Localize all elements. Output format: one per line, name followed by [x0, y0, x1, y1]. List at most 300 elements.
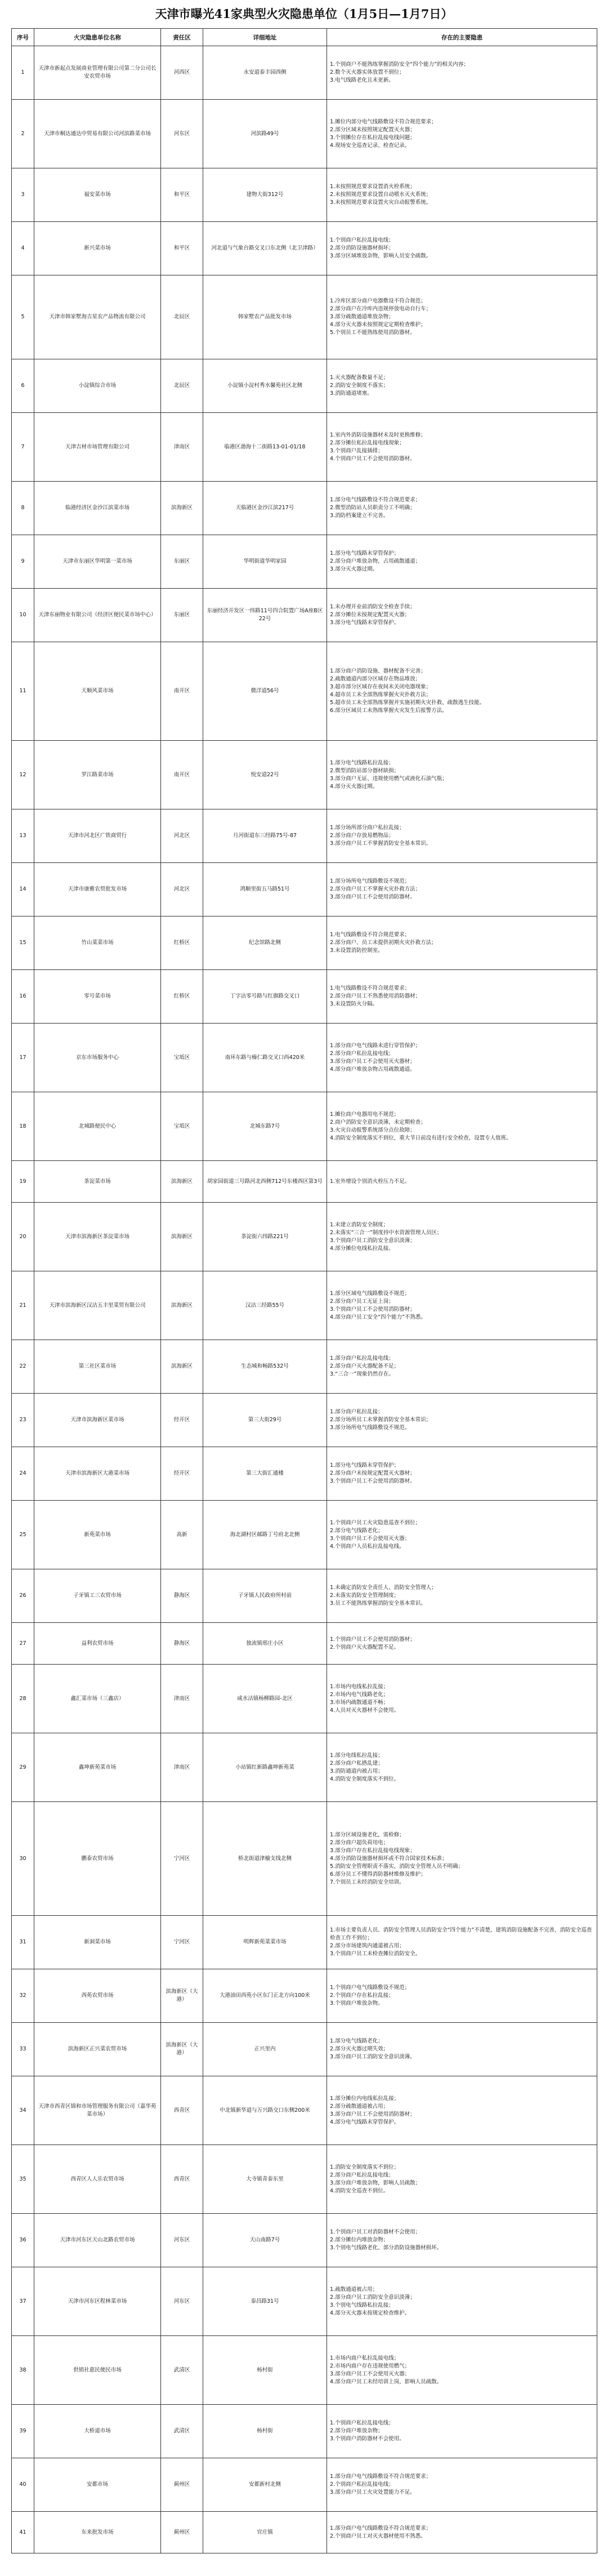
cell-unit-name: 大桥道市场 — [34, 2405, 161, 2458]
cell-address: 茶淀街六纬路221号 — [203, 1203, 327, 1271]
cell-district: 河西区 — [161, 46, 203, 100]
cell-issues — [327, 1623, 597, 1665]
issue-item: 2.部分消防设施器材损坏； — [330, 245, 394, 251]
issue-item: 3.个别电气线路私拉乱接； — [330, 2302, 394, 2308]
cell-address: 第三大街汇通楼 — [203, 1447, 327, 1501]
cell-unit-name: 小淀镇综合市场 — [34, 359, 161, 413]
issue-item: 1.个别商户员工火灾隐患巡查不到位； — [330, 1519, 421, 1526]
issue-item: 1.未按照规范要求设置消火栓系统； — [330, 184, 415, 190]
cell-index: 6 — [12, 359, 34, 413]
cell-address: 月河街道东三经路75号-87 — [203, 809, 327, 863]
cell-address: 官庄镇 — [203, 2512, 327, 2553]
cell-unit-name: 供销社惠民便民市场 — [34, 2336, 161, 2405]
cell-district: 武清区 — [161, 2336, 203, 2405]
cell-issues — [327, 1340, 597, 1394]
table-row — [12, 222, 597, 275]
cell-index: 32 — [12, 1969, 34, 2023]
issue-item: 2.消防安全制度不落实； — [330, 382, 389, 389]
table-row — [12, 2076, 597, 2145]
cell-index: 25 — [12, 1501, 34, 1569]
cell-issues — [327, 741, 597, 809]
cell-district: 红桥区 — [161, 970, 203, 1024]
issue-item: 3.电气线路老化且未更新。 — [330, 77, 394, 83]
cell-address: 泰昌路31号 — [203, 2267, 327, 2336]
issue-item: 1.个别商户私拉乱接电线； — [330, 2420, 394, 2426]
cell-issues — [327, 100, 597, 168]
table-row — [12, 1623, 597, 1665]
cell-index: 13 — [12, 809, 34, 863]
cell-issues — [327, 1203, 597, 1271]
cell-address: 丁字沽零号路与红旗路交叉口 — [203, 970, 327, 1024]
issue-item: 2.个别商户员工对灭火器材使用不熟悉。 — [330, 2533, 426, 2539]
issue-item: 3.未设置防火分隔。 — [330, 1001, 378, 1007]
cell-issues — [327, 1271, 597, 1340]
issue-item: 4.消防安全制度落实不到位。 — [330, 1776, 400, 1782]
cell-district: 静海区 — [161, 1569, 203, 1623]
issue-item: 2.部分商户员工无证上岗； — [330, 1298, 394, 1305]
cell-address: 悦安道22号 — [203, 741, 327, 809]
cell-district: 和平区 — [161, 222, 203, 275]
issue-item: 3.部分灭火器过期。 — [330, 566, 378, 572]
issue-item: 7.个别员工未经消防安全培训。 — [330, 1879, 405, 1885]
issue-item: 3.部分疏散通道堆放杂物； — [330, 314, 394, 320]
table-row — [12, 2267, 597, 2336]
issue-item: 1.市场内电线私拉乱接； — [330, 1683, 389, 1690]
issue-item: 1.部分电气线路未穿管保护； — [330, 1462, 400, 1469]
cell-issues — [327, 2214, 597, 2267]
issue-item: 3.部分场所电气线路敷设不规范。 — [330, 1425, 410, 1431]
issue-item: 2.疏散通道内部分区域存在物品堆放； — [330, 676, 421, 682]
issue-item: 1.冷库区部分商户电器敷设不符合规范； — [330, 298, 426, 304]
cell-index: 36 — [12, 2214, 34, 2267]
issue-item: 1.个别商户员工对消防器材不会使用； — [330, 2229, 421, 2235]
cell-unit-name: 临港经济区金沙江滨菜市场 — [34, 482, 161, 535]
issue-item: 2.部分商户堆放杂物； — [330, 2428, 383, 2434]
issue-item: 2.部分摊位内堆放杂物； — [330, 2237, 389, 2243]
cell-issues — [327, 1394, 597, 1447]
cell-address: 纪念馆路北侧 — [203, 916, 327, 970]
cell-index: 37 — [12, 2267, 34, 2336]
cell-unit-name: 福安菜市场 — [34, 168, 161, 222]
issue-item: 3.消防档案建立不完善。 — [330, 513, 389, 519]
issue-item: 4.部分灭火器过期。 — [330, 783, 378, 790]
table-row — [12, 1665, 597, 1733]
issue-item: 1.个别商户私拉乱接电线； — [330, 237, 394, 243]
issue-item: 3.消防通道内被占用； — [330, 1768, 383, 1774]
cell-index: 7 — [12, 413, 34, 482]
cell-address: 小站镇红新路鑫坤新苑菜 — [203, 1733, 327, 1802]
cell-issues — [327, 2267, 597, 2336]
issue-item: 1.部分场所部分商户私拉乱接； — [330, 825, 405, 831]
cell-index: 35 — [12, 2145, 34, 2214]
cell-issues — [327, 916, 597, 970]
cell-address: 杨村街 — [203, 2405, 327, 2458]
cell-issues — [327, 535, 597, 589]
cell-unit-name: 茶淀菜市场 — [34, 1161, 161, 1203]
issue-item: 1.灭火器配备数量不足； — [330, 375, 389, 381]
issue-item: 1.消防安全制度落实不到位； — [330, 2164, 400, 2170]
cell-unit-name: 东来批发市场 — [34, 2512, 161, 2553]
cell-index: 34 — [12, 2076, 34, 2145]
issue-item: 2.部分商户员工不熟悉使用消防器材； — [330, 993, 421, 999]
issue-item: 4.部分商户员工安全“四个能力”不熟悉。 — [330, 1314, 426, 1320]
issue-item: 1.市场主要负责人员、消防安全管理人员消防安全“四个能力”不清楚，建筑消防设施配备不完善，消防安全巡查检查工作不到位； — [330, 1927, 592, 1941]
cell-district: 蓟州区 — [161, 2458, 203, 2512]
table-row — [12, 2405, 597, 2458]
cell-unit-name: 天津市河东区天山北路农贸市场 — [34, 2214, 161, 2267]
cell-district: 河东区 — [161, 2214, 203, 2267]
cell-district: 西青区 — [161, 2076, 203, 2145]
issue-item: 4.部分摊位电线私拉乱接。 — [330, 1245, 394, 1252]
cell-index: 41 — [12, 2512, 34, 2553]
issue-item: 2.商户消防安全意识淡薄，未定期检查； — [330, 1119, 426, 1125]
table-row — [12, 2512, 597, 2553]
hazard-table — [11, 28, 597, 2553]
header-issues: 存在的主要隐患 — [327, 29, 597, 46]
cell-issues — [327, 1969, 597, 2023]
cell-issues — [327, 2512, 597, 2553]
cell-address: 正兴里内 — [203, 2023, 327, 2076]
cell-index: 40 — [12, 2458, 34, 2512]
cell-issues — [327, 2336, 597, 2405]
cell-district: 滨海新区 — [161, 1340, 203, 1394]
issue-item: 4.消防安全巡查不到位。 — [330, 2187, 389, 2194]
issue-item: 3.部分商户员工不会使用灭火器材； — [330, 1058, 415, 1065]
cell-district: 滨海新区 — [161, 482, 203, 535]
cell-index: 4 — [12, 222, 34, 275]
cell-unit-name: 天津市河东区程林菜市场 — [34, 2267, 161, 2336]
cell-address: 胡家园街道三号路河北西侧712号东楼西区第3号 — [203, 1161, 327, 1203]
issue-item: 3.部分商户员工不会使用消防器材。 — [330, 894, 415, 900]
issue-item: 2.个别商户灭火器配置不足。 — [330, 1644, 400, 1650]
cell-district: 红桥区 — [161, 916, 203, 970]
issue-item: 3.部分商户员工火灾处置能力不足。 — [330, 2489, 415, 2495]
issue-item: 1.部分电线私拉乱接； — [330, 1752, 383, 1759]
cell-district: 宁河区 — [161, 1802, 203, 1916]
cell-unit-name: 天津市滨海新区菜市场 — [34, 1394, 161, 1447]
cell-unit-name: 天津市康雅农贸批发市场 — [34, 863, 161, 916]
issue-item: 2.部分商户、员工未提供初期火灾扑救方法； — [330, 940, 437, 946]
cell-unit-name: 天顺风菜市场 — [34, 642, 161, 741]
issue-item: 2.微型消防站人员职责分工不明确； — [330, 505, 415, 511]
cell-unit-name: 天津市滨海新区茶淀菜市场 — [34, 1203, 161, 1271]
table-row — [12, 2145, 597, 2214]
cell-address: 北城东路7号 — [203, 1092, 327, 1161]
cell-district: 河北区 — [161, 863, 203, 916]
cell-index: 30 — [12, 1802, 34, 1916]
cell-index: 28 — [12, 1665, 34, 1733]
cell-unit-name: 天津市滨海新区大港菜市场 — [34, 1447, 161, 1501]
cell-district: 蓟州区 — [161, 2512, 203, 2553]
cell-address: 天山南路7号 — [203, 2214, 327, 2267]
table-row — [12, 1271, 597, 1340]
page-title: 天津市曝光41家典型火灾隐患单位（1月5日—1月7日） — [155, 7, 453, 21]
issue-item: 2.部分电气线路老化； — [330, 1527, 383, 1534]
cell-district: 经开区 — [161, 1447, 203, 1501]
cell-index: 9 — [12, 535, 34, 589]
issue-item: 2.数个灭火器实体放置不到位； — [330, 69, 405, 75]
cell-issues — [327, 1569, 597, 1623]
cell-unit-name: 西青区人人乐农贸市场 — [34, 2145, 161, 2214]
issue-item: 4.超市员工未全部熟练掌握火灾扑救方法； — [330, 692, 432, 698]
issue-item: 3.部分区域堆放杂物，影响人员安全疏散。 — [330, 253, 432, 259]
issue-item: 1.市场内商户私拉乱接电线； — [330, 2355, 400, 2361]
cell-address: 海北湖村区邮路丁号府北北侧 — [203, 1501, 327, 1569]
header-address: 详细地址 — [203, 29, 327, 46]
issue-item: 1.部分电气线路老化； — [330, 2038, 383, 2044]
issue-item: 2.个别商户私拉乱接电线； — [330, 2481, 394, 2488]
cell-issues — [327, 46, 597, 100]
table-row — [12, 642, 597, 741]
cell-district: 南开区 — [161, 642, 203, 741]
issue-item: 1.未建立消防安全制度； — [330, 1221, 389, 1228]
issue-item: 1.部分电气线路敷设不符合规范要求； — [330, 497, 421, 503]
issue-item: 4.部分商户员工未经培训上岗，影响人员疏散。 — [330, 2378, 442, 2385]
cell-issues — [327, 2458, 597, 2512]
cell-address: 韩家墅农产品批发市场 — [203, 275, 327, 359]
issue-item: 1.部分区域电气线路敷设不规范； — [330, 1290, 410, 1297]
cell-issues — [327, 1916, 597, 1969]
table-row — [12, 100, 597, 168]
issue-item: 2.部分市场建筑内通道被占用； — [330, 1943, 405, 1949]
table-row — [12, 1969, 597, 2023]
table-row — [12, 275, 597, 359]
issue-item: 3.员工不能熟练掌握消防安全基本常识。 — [330, 1600, 426, 1607]
cell-district: 津南区 — [161, 1733, 203, 1802]
table-row — [12, 2214, 597, 2267]
cell-index: 38 — [12, 2336, 34, 2405]
cell-address: 桥北街道津榆支线北侧 — [203, 1802, 327, 1916]
cell-address: 华明街道华明家园 — [203, 535, 327, 589]
table-row — [12, 1802, 597, 1916]
issue-item: 3.部分商户堆放杂物，影响人员疏散； — [330, 2179, 421, 2186]
cell-address: 南环东路与榛仁路交叉口西420米 — [203, 1024, 327, 1092]
cell-address: 永安道泰丰园西侧 — [203, 46, 327, 100]
issue-item: 3.超市部分区域存在夜间未关闭电器现象； — [330, 684, 432, 690]
issue-item: 4.部分灭火器未按照规定定期检查维护； — [330, 322, 426, 328]
cell-unit-name: 零号菜市场 — [34, 970, 161, 1024]
issue-item: 2.市场内电气线路老化； — [330, 1691, 389, 1698]
issue-item: 2.微型消防站部分器材缺损； — [330, 767, 400, 774]
issue-item: 2.部分区域未按照规定配置灭火器； — [330, 126, 415, 133]
cell-index: 24 — [12, 1447, 34, 1501]
table-row — [12, 970, 597, 1024]
cell-unit-name: 安都市场 — [34, 2458, 161, 2512]
table-row — [12, 1501, 597, 1569]
cell-district: 河北区 — [161, 809, 203, 863]
table-body — [12, 46, 597, 2553]
cell-address: 微洋道56号 — [203, 642, 327, 741]
table-row — [12, 1340, 597, 1394]
cell-district: 南开区 — [161, 741, 203, 809]
issue-item: 2.未按照规范要求设置自动喷水灭火系统； — [330, 192, 432, 198]
cell-index: 5 — [12, 275, 34, 359]
issue-item: 5.超市员工未全部熟练掌握并实施初期火灾扑救、疏散逃生技能。 — [330, 700, 485, 706]
cell-issues — [327, 642, 597, 741]
cell-unit-name: 天津市河北区广铁商贸行 — [34, 809, 161, 863]
cell-address: 河滨路49号 — [203, 100, 327, 168]
cell-issues — [327, 863, 597, 916]
cell-address: 大港油田西苑小区东门正北方向100米 — [203, 1969, 327, 2023]
cell-address: 河北道与气象台路交叉口东北侧（北卫津路） — [203, 222, 327, 275]
cell-unit-name: 罗江路菜市场 — [34, 741, 161, 809]
cell-district: 西青区 — [161, 2145, 203, 2214]
cell-issues — [327, 2145, 597, 2214]
cell-index: 31 — [12, 1916, 34, 1969]
cell-address: 生态城和畅路532号 — [203, 1340, 327, 1394]
issue-item: 3.部分商户员工不会使用消防器材； — [330, 2111, 415, 2117]
issue-item: 6.部分员工不懂得消防器材维修及维护； — [330, 1871, 426, 1878]
issue-item: 3.火灾自动报警系统部分点位故障； — [330, 1127, 415, 1133]
cell-unit-name: 天津吉材市场管理有限公司 — [34, 413, 161, 482]
cell-index: 21 — [12, 1271, 34, 1340]
cell-index: 15 — [12, 916, 34, 970]
issue-item: 1.电气线路敷设不符合规范要求； — [330, 985, 410, 991]
issue-item: 5.消防安全管理职责不落实，消防安全管理人员不明确； — [330, 1863, 464, 1870]
issue-item: 3.个别电气线路老化、部分消防设施器材损坏。 — [330, 2245, 442, 2251]
cell-unit-name: 第三社区菜市场 — [34, 1340, 161, 1394]
issue-item: 3.部分商户无证、违规使用燃气或液化石油气瓶； — [330, 775, 448, 782]
cell-issues — [327, 1501, 597, 1569]
cell-issues — [327, 168, 597, 222]
issue-item: 1.部分商户电气线路未进行穿管保护； — [330, 1042, 421, 1049]
cell-district: 滨海新区 — [161, 1161, 203, 1203]
issue-item: 1.摊位内部分电气线路敷设不符合规范要求； — [330, 118, 437, 125]
cell-unit-name: 鑫汇菜市场（三鑫店） — [34, 1665, 161, 1733]
cell-index: 26 — [12, 1569, 34, 1623]
cell-address: 中北镇新华道与万兴路交口东侧200米 — [203, 2076, 327, 2145]
issue-item: 1.部分商户私拉乱接电线； — [330, 1355, 394, 1362]
cell-address: 咸水沽镇杨柳路园-北区 — [203, 1665, 327, 1733]
cell-index: 3 — [12, 168, 34, 222]
issue-item: 5.个别员工不能熟练使用消防器材。 — [330, 330, 415, 336]
cell-index: 23 — [12, 1394, 34, 1447]
table-row — [12, 535, 597, 589]
issue-item: 3.个别商户消防器材不会使用。 — [330, 2436, 405, 2442]
cell-address: 临港区渤海十二街路13-01-01/18 — [203, 413, 327, 482]
table-row — [12, 589, 597, 642]
issue-item: 2.部分商户存放易燃物品； — [330, 833, 394, 839]
issue-item: 1.个别商户员工不会使用消防器材； — [330, 1636, 415, 1643]
cell-index: 1 — [12, 46, 34, 100]
header-name: 火灾隐患单位名称 — [34, 29, 161, 46]
cell-unit-name: 鹏泰农贸市场 — [34, 1802, 161, 1916]
table-row — [12, 1394, 597, 1447]
cell-index: 14 — [12, 863, 34, 916]
cell-issues — [327, 2076, 597, 2145]
issue-item: 1.部分区域设施老化，需检修； — [330, 1831, 405, 1838]
cell-district: 北辰区 — [161, 275, 203, 359]
cell-issues — [327, 589, 597, 642]
cell-district: 宁河区 — [161, 1916, 203, 1969]
table-row — [12, 1024, 597, 1092]
cell-index: 22 — [12, 1340, 34, 1394]
cell-address: 安都新村北侧 — [203, 2458, 327, 2512]
issue-item: 3.个别商户员工不会使用消防器材； — [330, 1306, 415, 1313]
cell-district: 河东区 — [161, 2267, 203, 2336]
cell-unit-name: 新苑菜市场 — [34, 1501, 161, 1569]
cell-index: 19 — [12, 1161, 34, 1203]
table-row — [12, 482, 597, 535]
cell-unit-name: 天津市新起点发展商业管理有限公司第二分公司长安农贸市场 — [34, 46, 161, 100]
issue-item: 2.部分疏散通道被占用； — [330, 2103, 389, 2110]
issue-item: 3.部分商户存在私拉乱接电线现象； — [330, 1847, 415, 1854]
cell-issues — [327, 809, 597, 863]
issue-item: 3.个别商户员工不会使用灭火器； — [330, 1535, 410, 1542]
table-row — [12, 413, 597, 482]
issue-item: 2.部分商户私搭乱建； — [330, 1760, 383, 1767]
cell-district: 滨海新区 — [161, 1203, 203, 1271]
cell-issues — [327, 275, 597, 359]
cell-unit-name: 子牙镇工三农贸市场 — [34, 1569, 161, 1623]
issue-item: 2.未落实消防安全管理制度； — [330, 1592, 400, 1599]
table-row — [12, 1916, 597, 1969]
issue-item: 1.部分电气线路私拉乱接； — [330, 759, 394, 766]
issue-item: 2.部分摊位未按规定配置灭火器； — [330, 612, 410, 618]
cell-issues — [327, 970, 597, 1024]
cell-district: 宝坻区 — [161, 1092, 203, 1161]
cell-district: 东丽区 — [161, 535, 203, 589]
cell-district: 经开区 — [161, 1394, 203, 1447]
cell-unit-name: 益利农贸市场 — [34, 1623, 161, 1665]
cell-index: 8 — [12, 482, 34, 535]
cell-unit-name: 天津市西青区锦和市场管理服务有限公司（嘉华苑菜市场） — [34, 2076, 161, 2145]
issue-item: 2.未落实“三合一”制度持中水资源管理人员区； — [330, 1229, 442, 1236]
cell-address: 子牙镇人民政府所村前 — [203, 1569, 327, 1623]
table-row — [12, 359, 597, 413]
cell-issues — [327, 413, 597, 482]
issue-item: 2.部分场所员工未掌握消防安全基本常识； — [330, 1417, 432, 1423]
issue-item: 4.部分商户堆放杂物占用疏散通道。 — [330, 1066, 415, 1073]
issue-item: 1.未办理开业前消防安全检查手续； — [330, 604, 415, 610]
issue-item: 1.个别商户电气线路敷设不规范； — [330, 1985, 410, 1991]
issue-item: 3.部分商户员工不掌握消防安全基本常识。 — [330, 840, 432, 847]
table-row — [12, 2336, 597, 2405]
cell-address: 鸿顺里街五马路51号 — [203, 863, 327, 916]
issue-item: 4.部分灭火器未按规定检查维护。 — [330, 2310, 410, 2316]
cell-unit-name: 天津市桐达通达中贸易有限公司河滨路菜市场 — [34, 100, 161, 168]
table-row — [12, 809, 597, 863]
cell-issues — [327, 1092, 597, 1161]
cell-unit-name: 天津市滨海新区汉沽五丰里菜贸有限公司 — [34, 1271, 161, 1340]
table-row — [12, 1092, 597, 1161]
cell-issues — [327, 1161, 597, 1203]
issue-item: 1.部分商户电气线路敷设不符合规范要求； — [330, 2525, 432, 2531]
cell-index: 20 — [12, 1203, 34, 1271]
cell-issues — [327, 2023, 597, 2076]
cell-address: 第三大街29号 — [203, 1394, 327, 1447]
issue-item: 3.个别商户员工未检查摊位消防安全。 — [330, 1951, 421, 1957]
cell-unit-name: 天津市东丽区华明第一菜市场 — [34, 535, 161, 589]
issue-item: 2.部分商户在冷库内违规停放电动自行车； — [330, 306, 432, 312]
cell-issues — [327, 1447, 597, 1501]
issue-item: 4.消防安全制度落实不到位，重大节日前没有进行安全检查，设置专人值班。 — [330, 1134, 512, 1141]
issue-item: 4.个别商户人员私拉乱接电线。 — [330, 1543, 405, 1550]
cell-district: 滨海新区 — [161, 1271, 203, 1340]
issue-item: 2.部分商户员工消防安全意识淡薄； — [330, 2294, 415, 2301]
issue-item: 2.部分商户超负荷用电； — [330, 1839, 389, 1846]
cell-unit-name: 西苑农贸市场 — [34, 1969, 161, 2023]
cell-district: 津南区 — [161, 413, 203, 482]
cell-index: 27 — [12, 1623, 34, 1665]
issue-item: 4.现场安全巡查记录、检查记录。 — [330, 142, 410, 149]
table-row — [12, 1569, 597, 1623]
cell-issues — [327, 359, 597, 413]
cell-address: 汉沽三经路55号 — [203, 1271, 327, 1340]
cell-district: 和平区 — [161, 168, 203, 222]
issue-item: 1.部分商户电气线路敷设不符合规范要求； — [330, 2473, 432, 2480]
issue-item: 3.部分商户员工消防安全意识淡薄。 — [330, 2054, 415, 2060]
